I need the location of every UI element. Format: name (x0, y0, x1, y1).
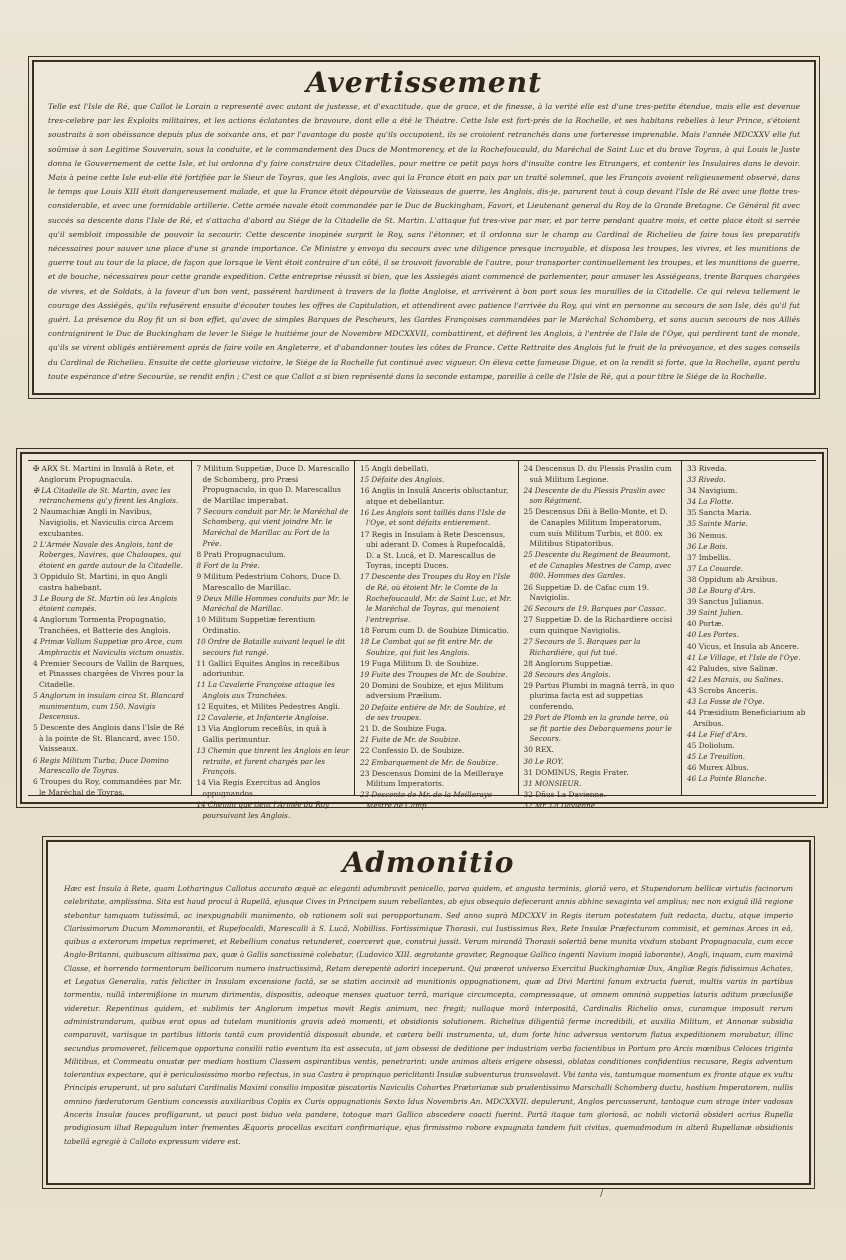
legend-entry: 42 Les Marais, ou Salines. (687, 674, 784, 684)
legend-entry: 36 Nemus. (687, 530, 728, 540)
legend-entry: 18 Le Combat qui se fit entre Mr. de Soubize, qui fuit les Anglois. (360, 637, 493, 657)
legend-entry: 37 Imbellis. (687, 552, 732, 562)
legend-entry: 14 Chemin que tient l'Armée du Roy poursuivant les Anglois. (196, 799, 330, 820)
legend-entry: 4 Primæ Vallum Suppetiæ pro Arce, cum Amphractis et Naviculis victum onustis. (33, 637, 185, 657)
legend-entry: 4 Anglorum Tormenta Propugnatio, Tranchées, et Batterie des Anglois. (33, 615, 171, 635)
legend-entry: 31 DOMINUS, Regis Frater. (523, 767, 629, 777)
legend-column-4 (518, 461, 682, 810)
legend-entry: 6 Regis Militum Turba, Duce Domino Marescallo de Toyras. (33, 755, 169, 776)
legend-entry: 2 L'Armée Navale des Anglois, tant de Roberges, Navires, que Chaloupes, qui étoient en garde autour de la Citadelle. (33, 539, 183, 570)
avertissement-title: Avertissement (305, 66, 543, 99)
legend-entry: 2 Naumachiæ Angli in Navibus, Navigiolis, et Naviculis circa Arcem excubantes. (33, 507, 174, 538)
legend-entry: 37 La Couarde. (687, 563, 744, 573)
legend-entry: 10 Militum Suppetiæ ferentium Ordinatio. (196, 615, 316, 635)
legend-entry: 22 Confessio D. de Soubize. (360, 746, 465, 756)
legend-entry: 15 Défaite des Anglois. (360, 475, 445, 485)
legend-entry: 33 Rivedo. (687, 475, 726, 485)
legend-entry: 17 Descente des Troupes du Roy en l'Isle de Ré, où étoient Mr. le Comte de la Rochefoucauld, Mr. de Saint Luc, et Mr. le Maréchal de Toyras, qui menoient l'entreprise. (360, 572, 512, 624)
legend-entry: 45 Doliolum. (687, 740, 735, 750)
legend-entry: 38 Le Bourg d'Ars. (687, 586, 756, 596)
legend-entry: 34 Navigium. (687, 486, 738, 496)
legend-entry: 46 Murex Albus. (687, 763, 749, 773)
legend-entry: 8 Fort de la Prée. (196, 560, 260, 570)
legend-entry: 43 La Fosse de l'Oye. (687, 696, 765, 706)
legend-entry: 29 Port de Plomb en la grande terre, où se fit partie des Debarquemens pour le Secours. (523, 713, 672, 744)
legend-entry: 40 Vicus, et Insula ab Ancere. (687, 641, 800, 651)
legend-entry: 45 Le Treuillon. (687, 751, 745, 761)
legend-entry: 35 Sainte Marie. (687, 519, 748, 529)
legend-panel (20, 452, 824, 820)
legend-entry: 36 Le Bois. (687, 541, 728, 551)
legend-entry: 27 Secours de 5. Barques par la Richardiére, qui fut tué. (523, 637, 641, 657)
legend-entry: ✠ ARX St. Martini in Insulâ à Rete, et Anglorum Propugnacula. (33, 464, 175, 484)
legend-entry: 11 La Cavalerie Françoise attaque les Anglois aux Tranchées. (196, 680, 335, 700)
legend-entry: 4 Premier Secours de Vallin de Barques, et Pinasses chargées de Vivres pour la Citadelle. (33, 658, 185, 689)
legend-entry: 19 Fuite des Troupes de Mr. de Soubize. (360, 669, 508, 679)
legend-entry: 40 Portæ. (687, 619, 724, 629)
legend-entry: 25 Descensus Dñi à Bello-Monte, et D. de Canaples Militum Imperatorum, cum suis Militum Turbis, et 800. ex Militibus Stipatoribus. (523, 507, 668, 549)
legend-entry: 14 Via Regis Exercitus ad Anglos oppugnandos. (196, 778, 321, 798)
legend-entry: 42 Paludes, sive Salinæ. (687, 663, 778, 673)
legend-entry: 31 MONSIEUR. (523, 778, 582, 788)
legend-entry: 3 Le Bourg de St. Martin où les Anglois étoient campés. (33, 593, 178, 614)
legend-entry: 26 Secours de 19. Barques par Cassac. (523, 604, 667, 614)
admonitio-text: Hæc est Insula à Rete, quam Lotharingus Callotus accurato æquè ac eleganti adumbravit penicello, parva quidem, et angusta terminis, gloriâ vero, et Stupendorum bellicæ virtutis facinorum celebritate, amplissima. Sita est haud procul à Rupellâ, ejusque Cives in Principem suum rebellantes, ab ejus obsequio defecerant annis abhinc sexaginta vel amplius; nec non exiguâ illâ regione stebantur tamquam tutissimâ, ac inexpugnabili munimento, ob rationem soli sui peropportunam. Sed anno suprà MDCXXV in Regis iterum potestatem fuit redacta, ductu, atque imperio Clarissimorum Ducum Mommorantii, et Rupefocaldi, Marescalli à S. Lucâ, Nobilliss. Fortissimique Thorasii, cui Iustissimus Rex, Rete Insulæ Præfecturam commisit, et geminas Arces in eâ, quibus a exterorum impetus reprimeret, et Rebellium conatus retunderet, coerceret que, construi jussit. Verum mirandâ Thorasii solertiâ bene munita vixdum stabant Propugnacula, cum ecce Anglo-Britanni, quibuscum altissima pax, quæ à Gallis sanctissimè colebatur, (Ludovico XIII. ægrotante graviter, Regnoque Gallico ingenti Navium inopiâ laborante), Angli, inquam, cum maximâ Classe, et horrendo tormentorum bellicorum numero instructissimâ, Retam derepentè adoriri inceperunt. Qui præerat universo Exercitui Buckinghamiæ Dux, Angliæ Regis fidissimus Achates, et Legatus Generalis, ratis feliciter in Insulam excensione factâ, se se statim accinxit ad munitionis oppugnationem, quæ ad Divi Martini fanum extructa fuerat, multis variis in partibus tormentis, nullâ intermißione in murum dirimentis, dispositis, adeoque menses quatuor terrâ, marique circumcepta, compressaque, ut omnem omninò suppetias laturis aditum præclusiße videretur. Repentinus quidem, et sublimis ter Anglorum impetus movit Regis animum, nec fregit; nullaque morâ interpositâ, Cardinalis Richelio onus, curamque imposuit rerum administrandarum, quibus erat opus ad tutelam munitionis gravis adeò momenti, et obsidionis solutionem. Richelius diligentiâ ferme incredibili, et auxilia Militum, et Annonæ subsidia comparavit, variisque in partibus littoris tantâ cum providentiâ disposuit abunde, et cætera belli instrumenta, ut, dum forte hinc adversus ventorum flatus expeditionem morabatur, illinc secundus promoveret, felicemque opportuna consilii ratio eventum ita est assecuta, ut jam obsessi de deditione per industriam verba facientibus in Portum pro Arcis mœnibus Celoces triginta Militibus, et Commeatu onustæ per mediam hostium Classem aspirantibus ventis, penetrarint: unde animos alteis erigere obsessi, oblatas conditiones confidentius recusare, Regis adventum tolerantius expectare, qui è periculosissimo morbo refectus, in sua Castra è propinquo periclitanti Insulæ subventurus transvolavit. Vbi tanta vis, tantumque momentum ex fronte atque ex vultu Principis eruperunt, ut pro salutari Cardinalis Maximi consilio impositæ piscatoriis Naviculis Cohortes Prætorianæ sub prudentissimo Marschalli Schomberg ductu, hostium Imperatorem, nullis omnino fœderatorum Gentium concessis auxiliaribus Copiis ex Curis oppugnationis Sexto Idus Novembris An. MDCXXVII. depulerunt, Anglos percusserunt, tantaque cum strage inter vadosas Anceris Insulæ fauces profligarunt, ut pauci post biduo vela pandere, totoque mari Gallico abscedere coacti fuerint. Partâ itaque tam gloriosâ, ac nobili victoriâ obsideri acrius Rupella prodigiosum illud Repagulum inter frementes Æquoris procellas excitari confirmarique, ejus firmissimo robore expugnata tandem fuit civitas, quemadmodum in alterâ Rupellanæ obsidionis tabellâ egregiè à Calloto expressum videre est. (64, 884, 793, 1146)
legend-entry: 21 D. de Soubize Fuga. (360, 724, 447, 734)
legend-column-3 (354, 461, 518, 810)
legend-entry: 7 Militum Suppetiæ, Duce D. Marescallo de Schomberg, pro Præsi Propugnaculo, in quo D. Marescallus de Marillac imperabat. (196, 464, 350, 505)
legend-entry: 19 Fuga Militum D. de Soubize. (360, 658, 479, 668)
legend-entry: 6 Troupes du Roy, commandées par Mr. le Maréchal de Toyras. (33, 777, 182, 797)
legend-entry: 38 Oppidum ab Arsibus. (687, 574, 778, 584)
legend-entry: 17 Regis in Insulam à Rete Descensus, ubi aderant D. Comes à Rupefocaldâ, D. a St. Lucâ, et D. Marescallus de Toyras, incepti Duces. (360, 529, 506, 571)
avertissement-text: Telle est l'Isle de Ré, que Callot le Lorain a representé avec autant de justesse, et d'exactitude, que de grace, et de finesse, à la verité elle est d'une tres-petite étendue, mais elle est devenue tres-celebre par les Exploits militaires, et les actions éclatantes de bravoure, dont elle a été le Théatre. Cette Isle est fort-prés de la Rochelle, et ses habitans rebelles à leur Prince, s'étoient soustraits à son obéissance depuis plus de soixante ans, et par l'avantage du poste qu'ils occupoient, ils se croioient retranchés dans une forteresse imprenable. Mais l'année MDCXXV elle fut soûmise à son Legitime Souverain, sous la conduite, et le commandement des Ducs de Montmorency, et de la Rochefoucauld, du Maréchal de Saint Luc et du brave Toyras, à qui Louis le Juste donna le Gouvernement de cette Isle, et lui ordonna d'y faire construire deux Citadelles, pour mettre ce petit pays hors d'insulte contre les Etrangers, et contenir les Insulaires dans le devoir. Mais à peine cette Isle eut-elle été fortifiée par le Sieur de Toyras, que les Anglois, avec qui la France étoit en paix par un traité solemnel, que les François avoient religieusement observé, dans le temps que Louis XIII étoit dangereusement malade, et que la France étoit dépourvüe de Vaisseaux de guerre, les Anglois, dis-je, parurent tout à coup devant l'Isle de Ré avec une flotte tres-considerable, et avec une formidable artillerie. Cette armée navale étoit commandée par le Duc de Buckingham, Favori, et Lieutenant general du Roy de la Grande Bretagne. Ce Général fit avec succés sa descente dans l'Isle de Ré, et s'attacha d'abord au Siége de la Citadelle de St. Martin. L'attaque fut tres-vive par mer, et par terre pendant quatre mois, et cette place étoit si serrée qu'il sembloit impossible de pouvoir la secourir. Cette descente inopinée surprit le Roy, sans l'étonner, et il ordonna sur le champ au Cardinal de Richelieu de faire tous les preparatifs nécessaires pour sauver une place d'une si grande importance. Ce Ministre y envoya du secours avec une diligence presque incroyable, et disposa les troupes, les vivres, et les munitions de guerre tout au tour de la place, de façon que lorsque le Vent étoit contraire d'un côté, il se trouvoit favorable de l'autre, pour transporter continuellement les troupes, et les munitions de guerre, et de bouche, nécessaires pour cette grande expedition. Cette entreprise réussit si bien, que les Assiegés aiant commencé de parlementer, pour amuser les Assiégeans, trente Barques chargées de vivres, et de Soldats, à la faveur d'un bon vent, passérent hardiment à travers de la flotte Angloise, et arrivérent à bon port sous les murailles de la Citadelle. Ce qui releva tellement le courage des Assiégés, qu'ils refusérent ensuite d'écouter toutes les offres de Capitulation, et attendirent avec patience l'arrivée du Roy, qui vint en personne au secours de son Isle, dés qu'il fut guéri. La présence du Roy fit un si bon effet, qu'avec de simples Barques de Pescheurs, les Gardes Françoises commandées par le Maréchal Schomberg, et sans aucun secours de nos Alliés contraignirent le Duc de Buckingham de lever le Siége le huitiéme jour de Novembre MDCXXVII, combattirent, et défirent les Anglois, à l'entrée de l'Isle de l'Oye, qui perdirent tant de monde, qu'ils se virent obligés entièrement aprés de faire voile en Angleterre, et d'abandonner toutes les côtes de France. Cette Rettraite des Anglois fut le fruit de la prévoyance, et des sages conseils du Cardinal de Richelieu. Ensuite de cette glorieuse victoire, le Siége de la Rochelle fut continué avec vigueur. On éleva cette fameuse Digue, et on la rendit si forte, que la Rochelle, ayant perdu toute espérance d'etre Secourüe, se rendit enfin ; C'est ce que Callot a si bien représenté dans la seconde estampe, pareille à celle de l'Isle de Ré, qui a pour titre le Siége de la Rochelle. (48, 102, 800, 381)
legend-entry: 18 Forum cum D. de Soubize Dimicatio. (360, 625, 509, 635)
legend-entry: 35 Sancta Maria. (687, 508, 752, 518)
legend-column-1 (28, 461, 191, 795)
legend-entry: 33 Riveda. (687, 464, 727, 473)
legend-entry: 34 La Flotte. (687, 497, 734, 507)
legend-entry: 23 Descensus Domini de la Meilleraye Militum Imperatoris. (360, 768, 504, 789)
legend-entry: ✠ LA Citadelle de St. Martin, avec les retranchemens qu'y firent les Anglois. (33, 485, 179, 506)
legend-entry: 28 Anglorum Suppetiæ. (523, 658, 613, 668)
legend-entry: 39 Sanctus Julianus. (687, 597, 764, 607)
legend-entry: 9 Deux Mille Hommes conduits par Mr. le Maréchal de Marillac. (196, 593, 349, 614)
legend-entry: 8 Prati Propugnaculum. (196, 549, 286, 559)
legend-entry: 28 Secours des Anglois. (523, 669, 611, 679)
pencil-mark: / (600, 1188, 604, 1199)
legend-entry: 22 Embarquement de Mr. de Soubize. (360, 757, 499, 767)
legend-entry: 13 Chemin que tinrent les Anglois en leur retraite, et furent chargés par les François. (196, 745, 350, 777)
legend-entry: 30 Le ROY. (523, 756, 564, 766)
legend-entry: 5 Descente des Anglois dans l'Isle de Ré à la pointe de St. Blancard, avec 150. Vaisseaux. (33, 723, 185, 754)
admonitio-panel (46, 840, 811, 1185)
legend-entry: 41 Le Village, et l'Isle de l'Oye. (687, 652, 801, 662)
legend-entry: 23 Descente de Mr. de la Meilleraye Mestre de Camp. (360, 790, 492, 810)
legend-entry: 7 Secours conduit par Mr. le Maréchal de Schomberg, qui vient joindre Mr. le Maréchal de Marillac au Fort de la Prée. (196, 506, 349, 548)
legend-entry: 20 Defaite entiére de Mr. de Soubize, et de ses troupes. (360, 702, 506, 723)
legend-entry: 24 Descente de du Plessis Praslin avec son Régiment. (523, 485, 666, 506)
avertissement-panel (32, 60, 816, 395)
legend-entry: 25 Descente du Regiment de Beaumont, et de Canaples Mestres de Camp, avec 800. Hommes des Gardes. (523, 550, 672, 581)
admonitio-title: Admonitio (342, 846, 515, 879)
legend-entry: 26 Suppetiæ D. de Cafac cum 19. Navigiolis. (523, 582, 650, 603)
legend-entry: 46 La Pointe Blanche. (687, 774, 767, 784)
legend-column-5 (681, 461, 816, 795)
legend-entry: 21 Fuite de Mr. de Soubize. (360, 735, 461, 745)
legend-column-2 (191, 461, 355, 820)
legend-entry: 32 Mr. La Davienne. (523, 800, 598, 810)
legend-entry: 16 Anglis in Insulâ Anceris obluctantur, atque et debellantur. (360, 486, 509, 506)
legend-entry: 29 Partus Plumbi in magnâ terrâ, in quo plurima facta est ad suppetias conferendo. (523, 680, 675, 712)
legend-entry: 16 Les Anglois sont taillés dans l'Isle de l'Oye, et sont défaits entierement. (360, 507, 506, 528)
legend-entry: 3 Oppidulo St. Martini, in quo Angli castra habebant. (33, 571, 168, 592)
legend-entry: 43 Scrobs Anceris. (687, 685, 758, 695)
legend-entry: 40 Les Portes. (687, 630, 739, 640)
legend-entry: 27 Suppetiæ D. de la Richardiere occisi cum quinque Navigiolis. (523, 615, 673, 635)
legend-entry: 12 Equites, et Milites Pedestres Angli. (196, 702, 341, 712)
legend-entry: 15 Angli debellati. (360, 464, 429, 473)
legend-entry: 10 Ordre de Bataille suivant lequel le dit secours fut rangé. (196, 637, 346, 657)
legend-entry: 5 Anglorum in insulam circa St. Blancard munimentum, cum 150. Navigis Descensus. (33, 690, 184, 722)
legend-entry: 39 Saint Julien. (687, 608, 744, 618)
legend-entry: 11 Gallici Equites Anglos in receßibus adoriuntur. (196, 658, 340, 679)
legend-entry: 32 Dñus La Davienne. (523, 789, 606, 799)
legend-columns (28, 460, 816, 820)
legend-entry: 44 Præsidium Beneficiarium ab Arsibus. (687, 708, 806, 728)
legend-entry: 9 Militum Pedestrium Cohors, Duce D. Marescallo de Marillac. (196, 571, 342, 592)
legend-entry: 20 Domini de Soubize, et ejus Militum adversium Prælium. (360, 680, 504, 701)
legend-entry: 12 Cavalerie, et Infanterie Angloise. (196, 713, 329, 723)
legend-entry: 30 REX. (523, 745, 554, 755)
legend-entry: 13 Via Anglorum receßûs, in quâ à Gallis perimuntur. (196, 724, 327, 744)
legend-entry: 44 Le Fief d'Ars. (687, 729, 748, 739)
legend-entry: 24 Descensus D. du Plessis Praslin cum suâ Militum Legione. (523, 464, 672, 484)
